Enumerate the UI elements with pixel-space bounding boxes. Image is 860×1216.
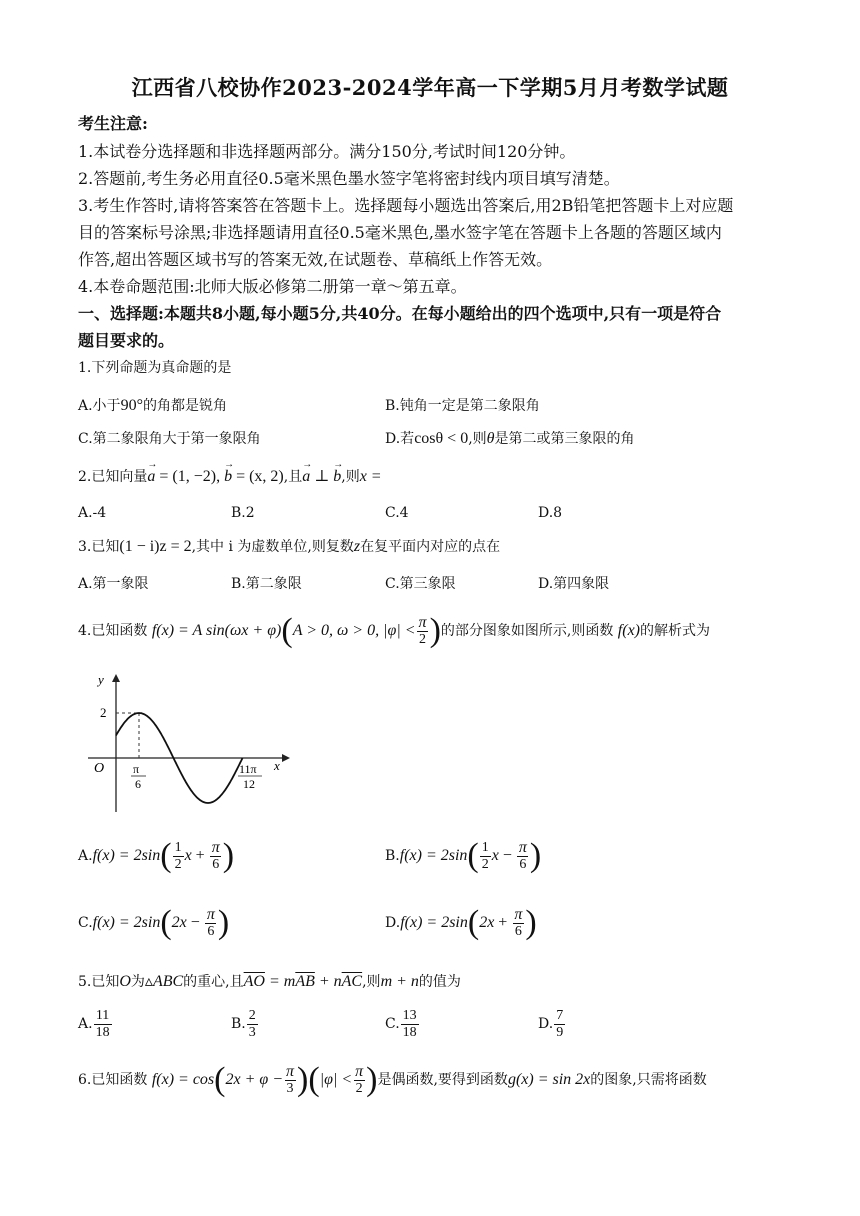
paren-right: ) [429,612,441,649]
option-text: 的角都是锐角 [142,398,227,414]
vector-ac: $\overline{AC}$ [341,973,363,990]
q2-option-b: B.2 [231,505,255,521]
q5-option-b [231,1004,259,1044]
y-axis-label: y [98,672,104,687]
q1-option-b: B.钝角一定是第二象限角 [385,398,540,414]
math-sign: + [191,847,209,864]
option-text: D.若 [385,431,415,447]
question-4-stem [78,608,710,654]
math-var: z [353,538,361,555]
paren-right: ) [366,1061,378,1098]
q3-option-c: C.第三象限 [385,576,456,592]
fraction-den: 2 [481,856,489,872]
math-expr: ▵ABC [144,973,184,990]
vector-ab: $\overline{AB}$ [295,973,315,990]
fraction-num: 7 [556,1007,564,1023]
stem-text: 6.已知函数 [78,1072,148,1088]
vector-a: → a [302,467,310,487]
option-label: A. [78,1016,93,1032]
paren-right: ) [222,837,235,874]
option-text: A.小于 [78,398,121,414]
stem-text: 2.已知向量 [78,469,148,485]
q5-option-a [78,1004,113,1044]
fraction-num: π [514,905,523,923]
tick-pi6-num: π [133,762,140,776]
stem-text: 3.已知 [78,539,120,555]
paren-right: ) [297,1061,309,1098]
fraction-den: 3 [248,1024,256,1040]
x-axis-arrow [282,754,290,762]
math-expr: 2x [479,914,495,931]
paren-left: ( [214,1061,226,1098]
notice-item: 2.答题前,考生务必用直径0.5毫米黑色墨水签字笔将密封线内项目填写清楚。 [78,169,620,188]
paren-right: ) [217,904,230,941]
stem-text: 4.已知函数 [78,623,148,639]
paren-left: ( [308,1061,320,1098]
vector-b: → b [224,467,232,487]
fraction-num: π [206,905,215,923]
fraction-den: 6 [514,923,522,939]
math-expr: 2x [171,914,187,931]
question-6-stem [78,1057,707,1103]
math-expr: f(x) [617,622,640,639]
math-expr: ⊥ [310,468,334,485]
math-expr: = (x, 2) [232,468,284,485]
fraction-den: 18 [402,1024,417,1040]
q3-option-d: D.第四象限 [538,576,610,592]
tick-11pi12-num: 11π [239,762,257,776]
option-label: B. [385,848,400,864]
math-expr: |φ| < [319,1071,353,1088]
option-label: C. [385,1016,400,1032]
option-label: C. [78,915,93,931]
math-expr: f(x) = A sin(ωx + φ) [151,622,282,639]
fraction [205,907,217,940]
page-title: 江西省八校协作2023-2024学年高一下学期5月月考数学试题 [131,75,729,100]
q2-option-c: C.4 [385,505,409,521]
paren-left: ( [160,837,172,874]
fraction-num: π [355,1062,364,1080]
q1-option-c: C.第二象限角大于第一象限角 [78,431,261,447]
question-2-stem [78,467,382,487]
fraction [353,1064,365,1097]
function-graph [84,670,294,818]
math-expr: f(x) = 2sin [400,914,468,931]
notice-item: 4.本卷命题范围:北师大版必修第二册第一章～第五章。 [78,277,467,296]
fraction [517,840,529,873]
math-expr: f(x) = 2sin [92,847,161,864]
fraction-den: 18 [95,1024,110,1040]
math-expr: cosθ < 0 [414,430,469,447]
math-var: x [184,847,192,864]
q4-option-a [78,833,234,879]
section-heading: 一、选择题:本题共8小题,每小题5分,共40分。在每小题给出的四个选项中,只有一项是符合 [78,304,722,323]
vector-ao: $\overline{AO}$ [243,973,265,990]
vector-a: → a [147,467,155,487]
question-5-stem [78,972,461,992]
fraction [247,1008,258,1041]
q3-option-a: A.第一象限 [78,576,149,592]
notice-item: 3.考生作答时,请将答案答在答题卡上。选择题每小题选出答案后,用2B铅笔把答题卡上对应题 [78,196,734,215]
fraction-num: 2 [248,1007,256,1023]
stem-text: 的重心,且 [183,974,244,990]
fraction-num: π [211,838,220,856]
fraction-num: 13 [402,1007,417,1023]
math-expr: (1 − i)z = 2 [119,538,192,555]
y-axis-arrow [112,674,120,682]
q2-option-d: D.8 [538,505,563,521]
stem-text: 为 [130,974,145,990]
question-1-stem: 1.下列命题为真命题的是 [78,360,232,376]
paren-left: ( [467,904,480,941]
paren-right: ) [529,837,542,874]
stem-text: 是偶函数,要得到函数 [377,1072,508,1088]
math-expr: + n [314,973,342,990]
math-expr: x = [359,468,382,485]
stem-text: ,则 [341,469,360,485]
stem-text: 的部分图象如图所示,则函数 [440,623,614,639]
math-sign: − [498,847,516,864]
math-expr: 2x + φ − [225,1071,284,1088]
option-text: 是第二或第三象限的角 [494,431,635,447]
tick-pi6-den: 6 [135,777,141,791]
math-expr: 90° [120,397,143,414]
notice-item: 作答,超出答题区域书写的答案无效,在试题卷、草稿纸上作答无效。 [78,250,553,269]
stem-text: 的值为 [418,974,461,990]
stem-text: 在复平面内对应的点在 [360,539,501,555]
fraction-den: 3 [286,1080,294,1096]
fraction [94,1008,112,1041]
fraction [554,1008,565,1041]
fraction-den: 6 [212,856,220,872]
stem-text: ,其中 i 为虚数单位,则复数 [191,539,354,555]
math-expr: f(x) = 2sin [92,914,161,931]
q5-option-d [538,1004,566,1044]
q2-option-a: A.-4 [78,505,107,521]
math-var: θ [486,430,495,447]
fraction [417,615,429,648]
fraction-den: 9 [556,1024,564,1040]
notice-item: 1.本试卷分选择题和非选择题两部分。满分150分,考试时间120分钟。 [78,142,576,161]
notice-heading: 考生注意: [78,114,148,133]
fraction-den: 2 [419,631,427,647]
vector-b: → b [333,467,341,487]
paren-left: ( [467,837,479,874]
fraction-num: 11 [95,1007,110,1023]
q3-option-b: B.第二象限 [231,576,302,592]
fraction [480,840,491,873]
paren-left: ( [160,904,172,941]
option-label: D. [538,1016,554,1032]
max-value-label: 2 [100,705,107,720]
stem-text: 的图象,只需将函数 [590,1072,707,1088]
q4-option-b [385,833,541,879]
fraction [512,907,524,940]
q4-option-d [385,900,537,946]
stem-text: ,则 [362,974,381,990]
tick-11pi12-den: 12 [243,777,255,791]
option-label: B. [231,1016,246,1032]
q1-option-a [78,396,227,416]
stem-text: 5.已知 [78,974,120,990]
math-expr: = (1, −2), [155,468,225,485]
notice-item: 目的答案标号涂黑;非选择题请用直径0.5毫米黑色,墨水签字笔在答题卡上各题的答题区域内 [78,223,722,242]
fraction-num: 1 [481,839,489,855]
math-var: x [491,847,499,864]
fraction-den: 6 [519,856,527,872]
q1-option-d [385,429,635,449]
fraction-num: π [418,613,427,631]
fraction-num: π [518,838,527,856]
paren-right: ) [525,904,537,941]
fraction [173,840,184,873]
fraction-den: 2 [355,1080,363,1096]
math-expr: f(x) = cos [151,1071,215,1088]
math-expr: f(x) = 2sin [399,847,468,864]
paren-left: ( [281,612,293,649]
math-var: O [119,973,131,990]
fraction-den: 2 [174,856,182,872]
fraction [284,1064,296,1097]
section-heading: 题目要求的。 [78,331,175,350]
question-3-stem [78,537,500,557]
fraction [401,1008,419,1041]
fraction [210,840,222,873]
math-sign: + [494,914,512,931]
option-text: ,则 [468,431,487,447]
math-expr: = m [264,973,296,990]
fraction-den: 6 [207,923,215,939]
x-axis-label: x [274,758,280,773]
option-label: A. [78,848,93,864]
stem-text: ,且 [283,469,303,485]
origin-label: O [94,761,105,776]
math-expr: g(x) = sin 2x [507,1071,591,1088]
q5-option-c [385,1004,420,1044]
math-expr: m + n [380,973,419,990]
fraction-num: 1 [174,839,182,855]
q4-option-c [78,900,229,946]
fraction-num: π [286,1062,295,1080]
stem-text: 的解析式为 [640,623,710,639]
math-sign: − [186,914,204,931]
option-label: D. [385,915,401,931]
math-expr: A > 0, ω > 0, |φ| < [292,622,416,639]
